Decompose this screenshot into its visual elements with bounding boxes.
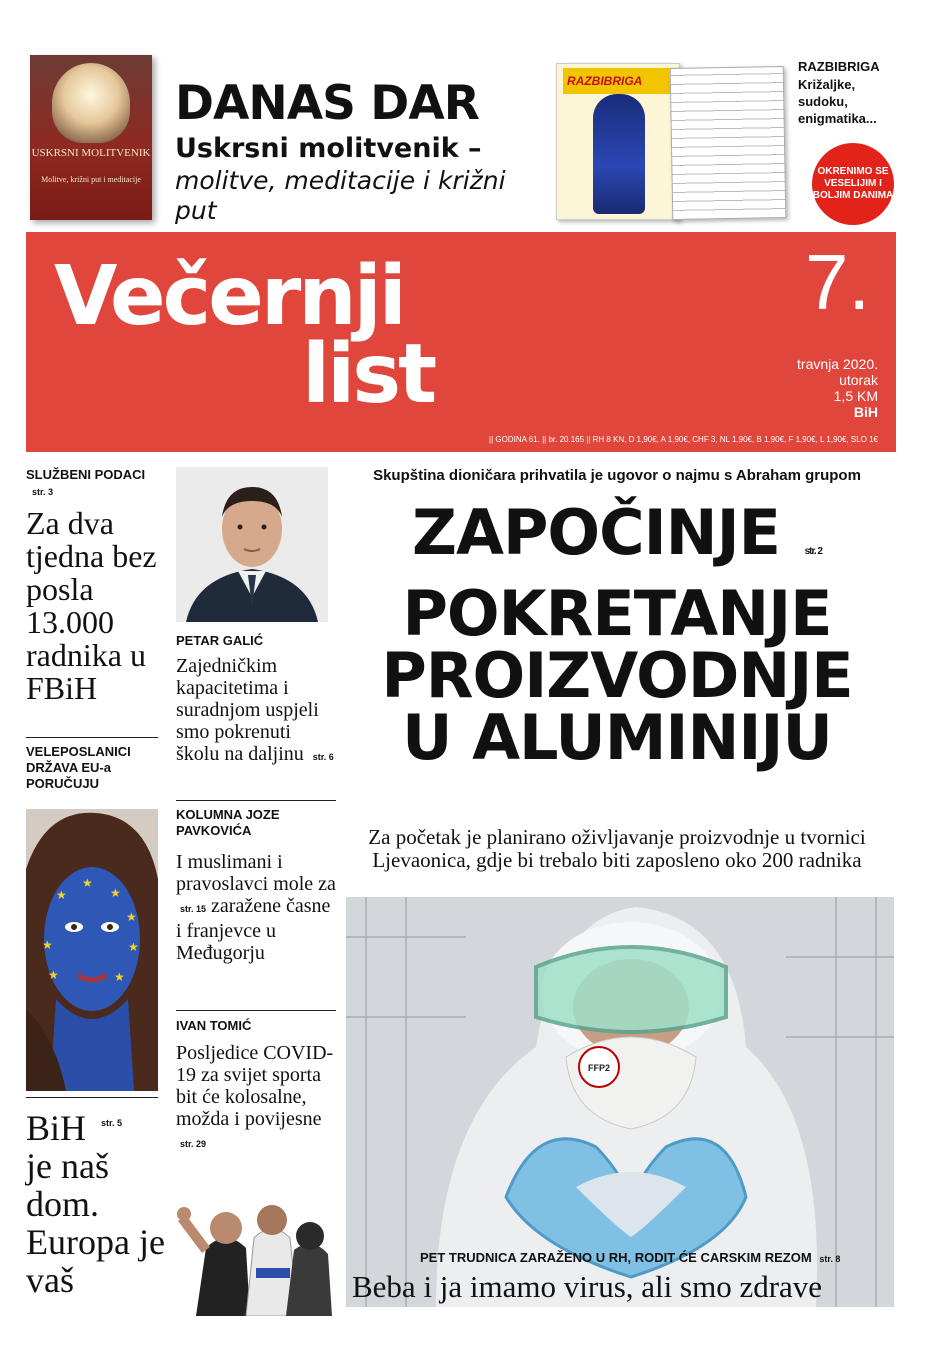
magazine-cover-figure bbox=[593, 94, 645, 214]
book-cover-title: USKRSNI MOLITVENIK bbox=[31, 147, 151, 159]
book-cover-subtitle: Molitve, križni put i meditacije bbox=[41, 175, 141, 184]
pavkovic-teaser-rest: zaražene časne i franjevce u Međugorju bbox=[176, 895, 331, 964]
galic-portrait-illustration bbox=[176, 467, 328, 622]
bih-page-ref: str. 5 bbox=[101, 1118, 123, 1128]
tomic-teaser[interactable] bbox=[176, 1042, 336, 1155]
promo-subtitle: molitve, meditacije i križni put bbox=[175, 166, 506, 225]
issue-day: 7. bbox=[804, 238, 870, 326]
crossword-page bbox=[670, 66, 787, 220]
bih-teaser-lead: BiH bbox=[26, 1108, 87, 1148]
podaci-teaser[interactable]: Za dva tjedna bez posla 13.000 radnika u FBiH bbox=[26, 505, 157, 706]
logo-line-1: Večernji bbox=[54, 249, 404, 344]
tomic-teaser-text: Posljedice COVID-19 za svijet sporta bit će kolosalne, možda i povijesne bbox=[176, 1042, 334, 1130]
eu-face-illustration bbox=[26, 809, 158, 1091]
issue-month-year: travnja 2020. bbox=[797, 356, 878, 372]
svg-text:★: ★ bbox=[82, 876, 93, 890]
main-headline-rest: POKRETANJE PROIZVODNJE U ALUMINIJU bbox=[381, 577, 853, 774]
pavkovic-teaser[interactable] bbox=[176, 851, 336, 964]
covid-kicker-text: PET TRUDNICA ZARAŽENO U RH, RODIT ĆE CARSKIM REZOM bbox=[420, 1250, 812, 1265]
galic-portrait[interactable] bbox=[176, 467, 328, 622]
price-line: || GODINA 61. || br. 20.165 || RH 8 KN, D 1,90€, A 1,90€, CHF 3, NL 1,90€, B 1,90€, F 1,90€, L 1,90€, SLO 1€ bbox=[489, 435, 878, 444]
puzzle-badge-text: OKRENIMO SE VESELIJIM I BOLJIM DANIMA bbox=[812, 166, 894, 201]
issue-price: 1,5 KM bbox=[833, 388, 878, 404]
svg-text:★: ★ bbox=[114, 970, 125, 984]
podaci-page-ref: str. 3 bbox=[32, 487, 54, 497]
book-cover bbox=[30, 55, 152, 220]
svg-text:★: ★ bbox=[48, 968, 59, 982]
covid-photo-illustration bbox=[346, 897, 894, 1307]
svg-text:★: ★ bbox=[110, 886, 121, 900]
galic-teaser[interactable] bbox=[176, 655, 336, 768]
galic-page-ref: str. 6 bbox=[312, 752, 334, 762]
main-headline[interactable] bbox=[348, 496, 886, 774]
covid-page-ref: str. 8 bbox=[819, 1254, 841, 1264]
issue-weekday: utorak bbox=[839, 372, 878, 388]
veleposlanici-kicker: VELEPOSLANICI DRŽAVA EU-a PORUČUJU bbox=[26, 744, 131, 791]
masthead bbox=[26, 232, 896, 452]
galic-teaser-text: Zajedničkim kapacitetima i suradnjom uspjeli smo pokrenuti školu na daljinu bbox=[176, 655, 319, 765]
galic-kicker: PETAR GALIĆ bbox=[176, 633, 264, 648]
mask-label: FFP2 bbox=[588, 1063, 611, 1073]
magazine-name: RAZBIBRIGA bbox=[567, 74, 643, 88]
covid-photo[interactable] bbox=[346, 897, 894, 1307]
tomic-kicker: IVAN TOMIĆ bbox=[176, 1018, 252, 1033]
main-headline-line-1: ZAPOČINJE bbox=[412, 496, 780, 569]
book-cover-art bbox=[52, 63, 130, 143]
eu-face-photo[interactable] bbox=[26, 809, 158, 1091]
pavkovic-page-ref: str. 15 bbox=[180, 904, 207, 914]
puzzle-badge bbox=[812, 143, 894, 225]
promo-headline: DANAS DAR bbox=[175, 76, 479, 131]
promo-gift bbox=[30, 55, 530, 225]
pavkovic-kicker: KOLUMNA JOZE PAVKOVIĆA bbox=[176, 807, 280, 838]
pavkovic-teaser-lead: I muslimani i pravoslavci mole za bbox=[176, 851, 336, 895]
tomic-page-ref: str. 29 bbox=[180, 1139, 207, 1149]
puzzle-title: RAZBIBRIGA bbox=[798, 59, 880, 74]
bih-teaser[interactable] bbox=[26, 1104, 176, 1299]
promo-puzzle bbox=[556, 55, 896, 225]
logo-line-2: list bbox=[302, 327, 435, 422]
main-kicker: Skupština dioničara prihvatila je ugovor o najmu s Abraham grupom bbox=[373, 467, 861, 484]
issue-edition: BiH bbox=[853, 404, 878, 420]
podaci-kicker-text: SLUŽBENI PODACI bbox=[26, 467, 146, 482]
bih-teaser-rest: je naš dom. Europa je vaš bbox=[26, 1146, 165, 1300]
main-deck: Za početak je planirano oživljavanje proizvodnje u tvornici Ljevaonica, gdje bi trebalo biti zaposleno oko 200 radnika bbox=[368, 825, 866, 872]
divider bbox=[176, 1010, 336, 1011]
svg-text:★: ★ bbox=[126, 910, 137, 924]
svg-text:★: ★ bbox=[128, 940, 139, 954]
covid-headline[interactable]: Beba i ja imamo virus, ali smo zdrave bbox=[352, 1269, 823, 1304]
sport-photo[interactable] bbox=[176, 1158, 336, 1316]
puzzle-description: Križaljke, sudoku, enigmatika... bbox=[798, 77, 877, 126]
svg-text:★: ★ bbox=[42, 938, 53, 952]
svg-text:★: ★ bbox=[56, 888, 67, 902]
promo-title: Uskrsni molitvenik – bbox=[175, 133, 482, 164]
magazine-cover bbox=[556, 63, 680, 220]
sport-photo-illustration bbox=[176, 1158, 336, 1316]
podaci-kicker bbox=[26, 467, 166, 500]
divider bbox=[176, 800, 336, 801]
main-page-ref: str. 2 bbox=[804, 546, 822, 557]
divider bbox=[26, 1097, 158, 1098]
divider bbox=[26, 737, 158, 738]
covid-kicker bbox=[420, 1250, 840, 1265]
issue-date-block bbox=[797, 356, 878, 420]
